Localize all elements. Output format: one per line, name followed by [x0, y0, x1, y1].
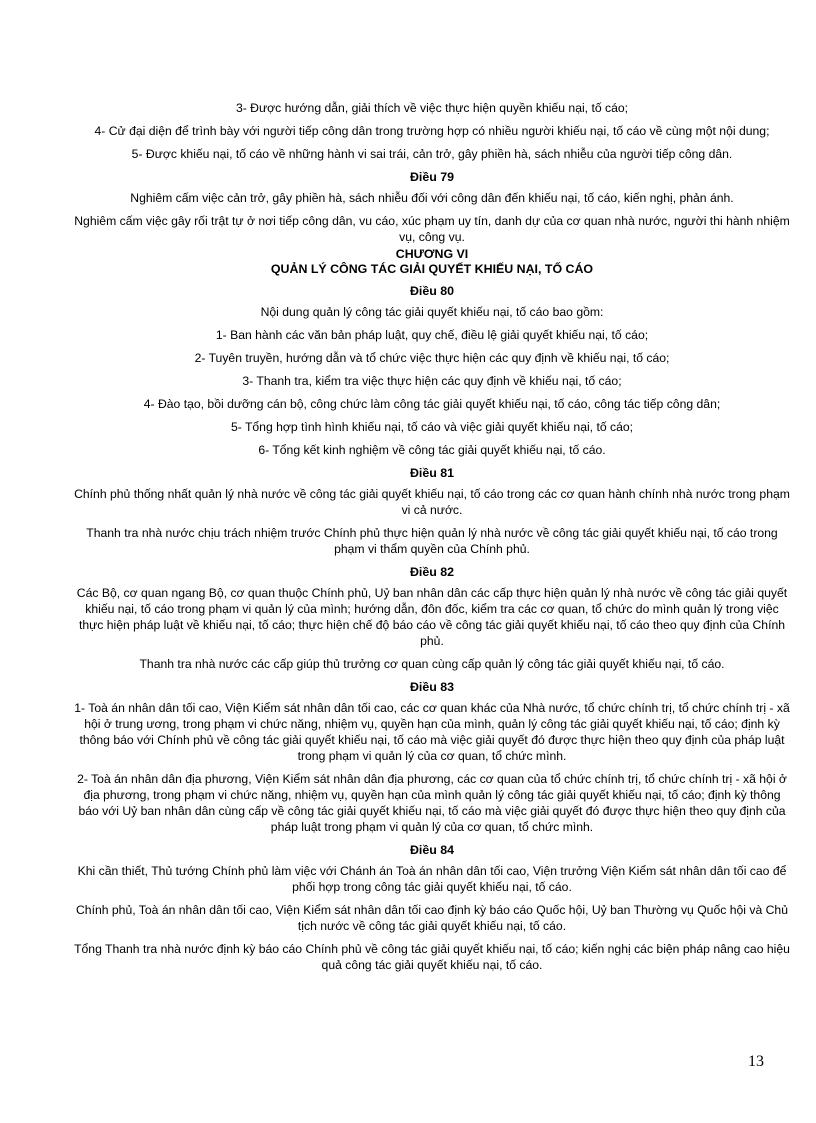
paragraph: 5- Được khiếu nại, tố cáo về những hành vi sai trái, cản trở, gây phiền hà, sách nhiễu của người tiếp công dân.	[131, 147, 733, 161]
article-heading: Điều 79	[409, 170, 455, 184]
paragraph: Thanh tra nhà nước các cấp giúp thủ trưởng cơ quan cùng cấp quản lý công tác giải quyết khiếu nại, tố cáo.	[139, 657, 725, 671]
paragraph: Nội dung quản lý công tác giải quyết khiếu nại, tố cáo bao gồm:	[260, 305, 604, 319]
paragraph: Nghiêm cấm việc cản trở, gây phiền hà, sách nhiễu đối với công dân đến khiếu nại, tố cáo, kiến nghị, phản ánh.	[130, 191, 734, 205]
paragraph: Các Bộ, cơ quan ngang Bộ, cơ quan thuộc Chính phủ, Uỷ ban nhân dân các cấp thực hiện quản lý nhà nước về công tác giải quyết khiếu nại, tố cáo trong phạm vi quản lý của mình; hướng dẫn, đôn đốc, kiểm tra các cơ quan, tổ chức do mình quản lý trong việc thực hiện pháp luật về khiếu nại, tố cáo; thực hiện chế độ báo cáo về công tác giải quyết khiếu nại, tố cáo theo quy định của Chính phủ.	[76, 586, 788, 648]
paragraph: Nghiêm cấm việc gây rối trật tự ở nơi tiếp công dân, vu cáo, xúc phạm uy tín, danh dự của cơ quan nhà nước, người thi hành nhiệm vụ, công vụ.	[74, 214, 790, 244]
list-item: 3- Thanh tra, kiểm tra việc thực hiện các quy định về khiếu nại, tố cáo;	[242, 374, 622, 388]
paragraph: 4- Cử đại diện để trình bày với người tiếp công dân trong trường hợp có nhiều người khiếu nại, tố cáo về cùng một nội dung;	[94, 124, 770, 138]
article-heading: Điều 81	[409, 466, 455, 480]
list-item: 4- Đào tạo, bồi dưỡng cán bộ, công chức làm công tác giải quyết khiếu nại, tố cáo, công tác tiếp công dân;	[143, 397, 721, 411]
chapter-number: CHƯƠNG VI	[395, 247, 469, 261]
list-item: 5- Tổng hợp tình hình khiếu nại, tố cáo và việc giải quyết khiếu nại, tố cáo;	[230, 420, 634, 434]
paragraph: 3- Được hướng dẫn, giải thích về việc thực hiện quyền khiếu nại, tố cáo;	[235, 101, 629, 115]
list-item: 2- Tuyên truyền, hướng dẫn và tổ chức việc thực hiện các quy định về khiếu nại, tố cáo;	[194, 351, 670, 365]
paragraph: Khi cần thiết, Thủ tướng Chính phủ làm việc với Chánh án Toà án nhân dân tối cao, Viện trưởng Viện Kiểm sát nhân dân tối cao để phối hợp trong công tác giải quyết khiếu nại, tố cáo.	[77, 864, 787, 894]
article-heading: Điều 84	[409, 843, 455, 857]
article-heading: Điều 82	[409, 565, 455, 579]
paragraph: 2- Toà án nhân dân địa phương, Viện Kiểm sát nhân dân địa phương, các cơ quan của tổ chức chính trị, tổ chức chính trị - xã hội ở địa phương, trong phạm vi chức năng, nhiệm vụ, quyền hạn của mình quản lý công tác giải quyết khiếu nại, tố cáo; định kỳ thông báo với Uỷ ban nhân dân cùng cấp về công tác giải quyết khiếu nại, tố cáo mà việc giải quyết đó được thực hiện theo quy định của pháp luật trong phạm vi quản lý của cơ quan, tổ chức mình.	[77, 772, 787, 834]
paragraph: 1- Toà án nhân dân tối cao, Viện Kiểm sát nhân dân tối cao, các cơ quan khác của Nhà nước, tổ chức chính trị, tổ chức chính trị - xã hội ở trung ương, trong phạm vi chức năng, nhiệm vụ, quyền hạn của mình, quản lý công tác giải quyết khiếu nại, tố cáo; định kỳ thông báo với Chính phủ về công tác giải quyết khiếu nại, tố cáo mà việc giải quyết đó được thực hiện theo quy định của pháp luật trong phạm vi quản lý của cơ quan, tổ chức mình.	[74, 701, 790, 763]
paragraph: Chính phủ, Toà án nhân dân tối cao, Viện Kiểm sát nhân dân tối cao định kỳ báo cáo Quốc hội, Uỷ ban Thường vụ Quốc hội và Chủ tịch nước về công tác giải quyết khiếu nại, tố cáo.	[76, 903, 788, 933]
chapter-title: QUẢN LÝ CÔNG TÁC GIẢI QUYẾT KHIẾU NẠI, TỐ CÁO	[270, 262, 594, 276]
list-item: 6- Tổng kết kinh nghiệm về công tác giải quyết khiếu nại, tố cáo.	[258, 443, 606, 457]
article-heading: Điều 83	[409, 680, 455, 694]
document-page	[72, 100, 792, 980]
paragraph: Tổng Thanh tra nhà nước định kỳ báo cáo Chính phủ về công tác giải quyết khiếu nại, tố cáo; kiến nghị các biện pháp nâng cao hiệu quả công tác giải quyết khiếu nại, tố cáo.	[74, 942, 790, 972]
article-heading: Điều 80	[409, 284, 455, 298]
list-item: 1- Ban hành các văn bản pháp luật, quy chế, điều lệ giải quyết khiếu nại, tố cáo;	[215, 328, 649, 342]
paragraph: Thanh tra nhà nước chịu trách nhiệm trước Chính phủ thực hiện quản lý nhà nước về công tác giải quyết khiếu nại, tố cáo trong phạm vi thẩm quyền của Chính phủ.	[86, 526, 778, 556]
paragraph: Chính phủ thống nhất quản lý nhà nước về công tác giải quyết khiếu nại, tố cáo trong các cơ quan hành chính nhà nước trong phạm vi cả nước.	[74, 487, 790, 517]
page-number: 13	[748, 1053, 764, 1070]
